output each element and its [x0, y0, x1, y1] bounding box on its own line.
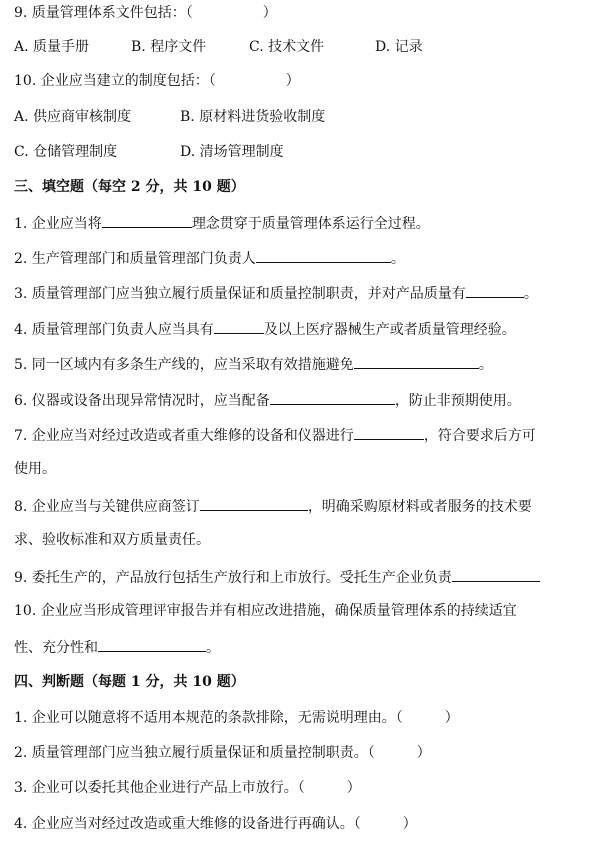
fill-item-8-text-a: 8. 企业应当与关键供应商签订 [14, 499, 200, 515]
fill-item-2-text-a: 2. 生产管理部门和质量管理部门负责人 [14, 251, 256, 267]
q9-stem: 9. 质量管理体系文件包括：（ ） [14, 5, 277, 21]
answer-blank[interactable] [200, 496, 308, 511]
fill-item-10-text-b: 性、充分性和 [14, 640, 98, 656]
q10-option-d: D. 清场管理制度 [180, 144, 284, 160]
fill-item-10-text-c: 。 [206, 640, 220, 656]
answer-blank[interactable] [452, 567, 540, 582]
judge-item-1: 1. 企业可以随意将不适用本规范的条款排除，无需说明理由。（ ） [14, 710, 459, 726]
fill-item-1-text-a: 1. 企业应当将 [14, 216, 102, 232]
answer-blank[interactable] [214, 319, 264, 334]
answer-blank[interactable] [466, 283, 524, 298]
q10-options-row2 [14, 143, 590, 161]
answer-blank[interactable] [98, 637, 206, 652]
fill-item-5 [14, 354, 590, 374]
fill-item-4-text-a: 4. 质量管理部门负责人应当具有 [14, 322, 214, 338]
fill-item-4-text-b: 及以上医疗器械生产或者质量管理经验。 [263, 322, 516, 338]
q10-option-c: C. 仓储管理制度 [14, 144, 118, 160]
fill-item-5-text-a: 5. 同一区域内有多条生产线的，应当采取有效措施避免 [14, 357, 354, 373]
fill-item-10: 10. 企业应当形成管理评审报告并有相应改进措施，确保质量管理体系的持续适宜 [14, 603, 517, 619]
q10-options-row1 [14, 108, 590, 126]
fill-item-1 [14, 213, 590, 233]
section4-heading: 四、判断题（每题 1 分，共 10 题） [14, 674, 245, 690]
fill-item-7-text-b: ，符合要求后方可 [423, 428, 536, 444]
fill-item-10-cont [14, 637, 590, 657]
fill-item-7-text-a: 7. 企业应当对经过改造或者重大维修的设备和仪器进行 [14, 428, 354, 444]
fill-item-6 [14, 390, 590, 410]
judge-item-2: 2. 质量管理部门应当独立履行质量保证和质量控制职责。（ ） [14, 745, 431, 761]
q10-option-a: A. 供应商审核制度 [14, 109, 132, 125]
q10-option-b: B. 原材料进货验收制度 [180, 109, 326, 125]
section3-heading: 三、填空题（每空 2 分，共 10 题） [14, 179, 245, 195]
fill-item-8-text-b: ，明确采购原材料或者服务的技术要 [307, 499, 532, 515]
fill-item-8-cont: 求、验收标准和双方质量责任。 [14, 532, 210, 548]
q9-options [14, 38, 590, 56]
fill-item-9-text-a: 9. 委托生产的，产品放行包括生产放行和上市放行。受托生产企业负责 [14, 570, 452, 586]
fill-item-8 [14, 496, 590, 516]
fill-item-3-text-a: 3. 质量管理部门应当独立履行质量保证和质量控制职责，并对产品质量有 [14, 286, 466, 302]
answer-blank[interactable] [270, 390, 395, 405]
fill-item-6-text-b: ，防止非预期使用。 [394, 393, 521, 409]
fill-item-3 [14, 283, 590, 303]
q9-option-b: B. 程序文件 [131, 39, 207, 55]
q9-option-c: C. 技术文件 [249, 39, 325, 55]
fill-item-6-text-a: 6. 仪器或设备出现异常情况时，应当配备 [14, 393, 270, 409]
fill-item-5-text-b: 。 [478, 357, 493, 373]
fill-item-2 [14, 248, 590, 268]
fill-item-2-text-b: 。 [390, 251, 405, 267]
answer-blank[interactable] [256, 248, 391, 263]
q10-stem: 10. 企业应当建立的制度包括：（ ） [14, 73, 300, 89]
fill-item-3-text-b: 。 [523, 286, 538, 302]
fill-item-9 [14, 567, 590, 587]
q9-option-a: A. 质量手册 [14, 39, 90, 55]
fill-item-4 [14, 319, 590, 339]
judge-item-3: 3. 企业可以委托其他企业进行产品上市放行。（ ） [14, 780, 361, 796]
answer-blank[interactable] [354, 425, 424, 440]
q9-option-d: D. 记录 [375, 39, 423, 55]
answer-blank[interactable] [102, 213, 192, 228]
fill-item-7 [14, 425, 590, 445]
fill-item-7-cont: 使用。 [14, 461, 56, 477]
judge-item-4: 4. 企业应当对经过改造或重大维修的设备进行再确认。（ ） [14, 816, 417, 832]
answer-blank[interactable] [354, 354, 479, 369]
fill-item-1-text-b: 理念贯穿于质量管理体系运行全过程。 [191, 216, 430, 232]
